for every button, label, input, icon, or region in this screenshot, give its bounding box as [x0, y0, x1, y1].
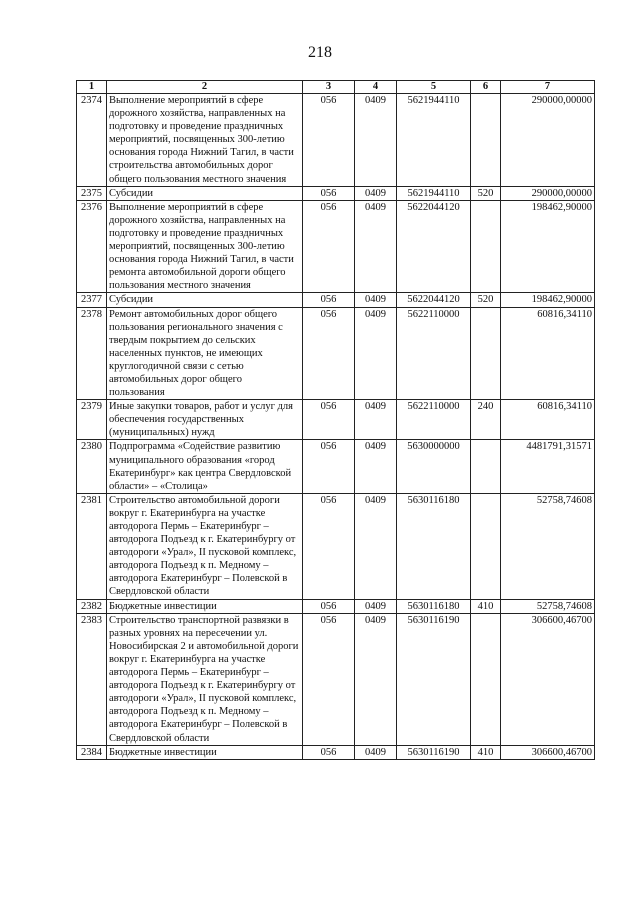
ministry-code-cell: 056	[303, 745, 355, 759]
target-article-cell: 5630116190	[397, 613, 471, 745]
table-row	[77, 613, 595, 745]
target-article-cell: 5622044120	[397, 293, 471, 307]
target-article-cell: 5630000000	[397, 440, 471, 493]
section-code-cell: 0409	[355, 599, 397, 613]
amount-cell: 52758,74608	[501, 493, 595, 599]
row-number-cell: 2380	[77, 440, 107, 493]
section-code-cell: 0409	[355, 493, 397, 599]
table-row	[77, 200, 595, 293]
row-name-cell: Строительство автомобильной дороги вокруг г. Екатеринбурга на участке автодорога Пермь – Екатеринбург – автодорога Подъезд к г. Екатеринбургу от автодороги «Урал», II пусковой комплекс, автодорога Подъезд к п. Медному – автодорога Екатеринбург – Полевской в Свердловской области	[107, 493, 303, 599]
row-name-cell: Иные закупки товаров, работ и услуг для обеспечения государственных (муниципальных) нужд	[107, 400, 303, 440]
ministry-code-cell: 056	[303, 293, 355, 307]
section-code-cell: 0409	[355, 293, 397, 307]
section-code-cell: 0409	[355, 613, 397, 745]
column-header: 3	[303, 81, 355, 94]
target-article-cell: 5630116180	[397, 493, 471, 599]
ministry-code-cell: 056	[303, 493, 355, 599]
expense-type-cell	[471, 493, 501, 599]
amount-cell: 52758,74608	[501, 599, 595, 613]
ministry-code-cell: 056	[303, 307, 355, 400]
target-article-cell: 5622110000	[397, 400, 471, 440]
table-header-row	[77, 81, 595, 94]
row-number-cell: 2375	[77, 186, 107, 200]
amount-cell: 60816,34110	[501, 307, 595, 400]
target-article-cell: 5622110000	[397, 307, 471, 400]
table-row	[77, 293, 595, 307]
expense-type-cell	[471, 440, 501, 493]
amount-cell: 198462,90000	[501, 293, 595, 307]
row-name-cell: Субсидии	[107, 186, 303, 200]
target-article-cell: 5621944110	[397, 94, 471, 187]
column-header: 1	[77, 81, 107, 94]
row-number-cell: 2384	[77, 745, 107, 759]
row-name-cell: Выполнение мероприятий в сфере дорожного хозяйства, направленных на подготовку и проведение праздничных мероприятий, посвященных 300-летию основания города Нижний Тагил, в части ремонта автомобильной дороги общего пользования местного значения	[107, 200, 303, 293]
row-name-cell: Субсидии	[107, 293, 303, 307]
table-row	[77, 493, 595, 599]
section-code-cell: 0409	[355, 200, 397, 293]
ministry-code-cell: 056	[303, 400, 355, 440]
budget-table	[76, 80, 595, 760]
row-number-cell: 2376	[77, 200, 107, 293]
expense-type-cell: 410	[471, 745, 501, 759]
column-header: 7	[501, 81, 595, 94]
row-name-cell: Подпрограмма «Содействие развитию муниципального образования «город Екатеринбург» как центра Свердловской области» – «Столица»	[107, 440, 303, 493]
row-name-cell: Бюджетные инвестиции	[107, 599, 303, 613]
column-header: 2	[107, 81, 303, 94]
expense-type-cell: 240	[471, 400, 501, 440]
ministry-code-cell: 056	[303, 613, 355, 745]
expense-type-cell: 520	[471, 186, 501, 200]
column-header: 6	[471, 81, 501, 94]
amount-cell: 198462,90000	[501, 200, 595, 293]
section-code-cell: 0409	[355, 307, 397, 400]
expense-type-cell: 410	[471, 599, 501, 613]
expense-type-cell	[471, 94, 501, 187]
row-name-cell: Бюджетные инвестиции	[107, 745, 303, 759]
table-row	[77, 400, 595, 440]
target-article-cell: 5622044120	[397, 200, 471, 293]
table-row	[77, 440, 595, 493]
expense-type-cell	[471, 307, 501, 400]
target-article-cell: 5630116180	[397, 599, 471, 613]
row-number-cell: 2381	[77, 493, 107, 599]
ministry-code-cell: 056	[303, 94, 355, 187]
row-name-cell: Ремонт автомобильных дорог общего пользования регионального значения с твердым покрытием до сельских населенных пунктов, не имеющих круглогодичной связи с сетью автомобильных дорог общего пользования	[107, 307, 303, 400]
column-header: 5	[397, 81, 471, 94]
row-number-cell: 2374	[77, 94, 107, 187]
amount-cell: 290000,00000	[501, 94, 595, 187]
column-header: 4	[355, 81, 397, 94]
table-row	[77, 186, 595, 200]
amount-cell: 4481791,31571	[501, 440, 595, 493]
amount-cell: 60816,34110	[501, 400, 595, 440]
table-body	[77, 94, 595, 760]
table-row	[77, 745, 595, 759]
table-row	[77, 307, 595, 400]
page-number: 218	[308, 44, 332, 61]
target-article-cell: 5630116190	[397, 745, 471, 759]
expense-type-cell	[471, 613, 501, 745]
section-code-cell: 0409	[355, 400, 397, 440]
ministry-code-cell: 056	[303, 440, 355, 493]
amount-cell: 290000,00000	[501, 186, 595, 200]
row-number-cell: 2383	[77, 613, 107, 745]
amount-cell: 306600,46700	[501, 745, 595, 759]
amount-cell: 306600,46700	[501, 613, 595, 745]
row-name-cell: Строительство транспортной развязки в разных уровнях на пересечении ул. Новосибирская 2 и автомобильной дороги вокруг г. Екатеринбурга на участке автодорога Пермь – Екатеринбург – автодорога Подъезд к г. Екатеринбургу от автодороги «Урал», II пусковой комплекс, автодорога Подъезд к п. Медному – автодорога Екатеринбург – Полевской в Свердловской области	[107, 613, 303, 745]
row-number-cell: 2377	[77, 293, 107, 307]
expense-type-cell	[471, 200, 501, 293]
section-code-cell: 0409	[355, 440, 397, 493]
section-code-cell: 0409	[355, 745, 397, 759]
ministry-code-cell: 056	[303, 186, 355, 200]
row-number-cell: 2378	[77, 307, 107, 400]
table-row	[77, 599, 595, 613]
row-name-cell: Выполнение мероприятий в сфере дорожного хозяйства, направленных на подготовку и проведение праздничных мероприятий, посвященных 300-летию основания города Нижний Тагил, в части строительства автомобильных дорог общего пользования местного значения	[107, 94, 303, 187]
table-row	[77, 94, 595, 187]
row-number-cell: 2379	[77, 400, 107, 440]
section-code-cell: 0409	[355, 94, 397, 187]
expense-type-cell: 520	[471, 293, 501, 307]
target-article-cell: 5621944110	[397, 186, 471, 200]
ministry-code-cell: 056	[303, 200, 355, 293]
row-number-cell: 2382	[77, 599, 107, 613]
ministry-code-cell: 056	[303, 599, 355, 613]
section-code-cell: 0409	[355, 186, 397, 200]
